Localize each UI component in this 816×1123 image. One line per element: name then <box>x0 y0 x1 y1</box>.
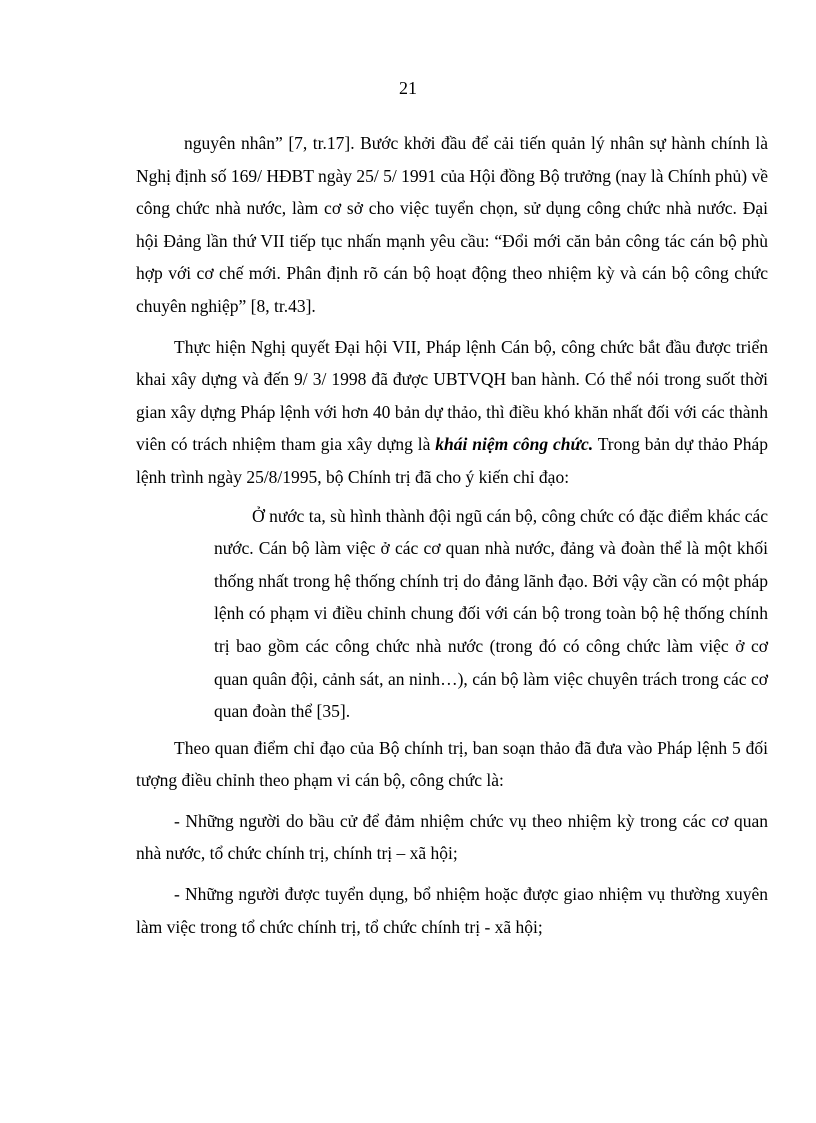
paragraph-ordinance-text: Thực hiện Nghị quyết Đại hội VII, Pháp lệnh Cán bộ, công chức bắt đầu được triển khai xây dựng và đến 9/ 3/ 1998 đã được UBTVQH ban hành. Có thể nói trong suốt thời gian xây dựng Pháp lệnh với hơn 40 bản dự thảo, thì điều khó khăn nhất đối với các thành viên có trách nhiệm tham gia xây dựng là <box>136 336 768 455</box>
page-number: 21 <box>399 78 417 98</box>
paragraph-scope: Theo quan điểm chỉ đạo của Bộ chính trị, ban soạn thảo đã đưa vào Pháp lệnh 5 đối tượng điều chỉnh theo phạm vi cán bộ, công chức là: <box>136 737 768 791</box>
paragraph-ordinance <box>136 331 768 494</box>
paragraph-continuation: nguyên nhân” [7, tr.17]. Bước khởi đầu để cải tiến quản lý nhân sự hành chính là Nghị định số 169/ HĐBT ngày 25/ 5/ 1991 của Hội đồng Bộ trưởng (nay là Chính phủ) về công chức nhà nước, làm cơ sở cho việc tuyển chọn, sử dụng công chức nhà nước. Đại hội Đảng lần thứ VII tiếp tục nhấn mạnh yêu cầu: “Đổi mới căn bản công tác cán bộ phù hợp với cơ chế mới. Phân định rõ cán bộ hoạt động theo nhiệm kỳ và cán bộ công chức chuyên nghiệp” [8, tr.43]. <box>136 133 768 316</box>
block-quote: Ở nước ta, sù hình thành đội ngũ cán bộ, công chức có đặc điểm khác các nước. Cán bộ làm việc ở các cơ quan nhà nước, đảng và đoàn thể là một khối thống nhất trong hệ thống chính trị do đảng lãnh đạo. Bởi vậy cần có một pháp lệnh có phạm vi điều chỉnh chung đối với cán bộ trong toàn bộ hệ thống chính trị bao gồm các công chức nhà nước (trong đó có công chức làm việc ở cơ quan quân đội, cảnh sát, an ninh…), cán bộ làm việc chuyên trách trong các cơ quan đoàn thể [35]. <box>214 505 768 722</box>
body-text <box>136 127 768 943</box>
emphasized-term: khái niệm công chức. <box>435 434 594 455</box>
list-item: - Những người được tuyển dụng, bổ nhiệm hoặc được giao nhiệm vụ thường xuyên làm việc trong tổ chức chính trị, tổ chức chính trị - xã hội; <box>136 884 768 937</box>
list-item: - Những người do bầu cử để đảm nhiệm chức vụ theo nhiệm kỳ trong các cơ quan nhà nước, tổ chức chính trị, chính trị – xã hội; <box>136 810 768 864</box>
paragraph-ordinance-tail: Trong bản dự thảo Pháp lệnh trình ngày 25/8/1995, bộ Chính trị đã cho ý kiến chỉ đạo: <box>136 434 769 487</box>
